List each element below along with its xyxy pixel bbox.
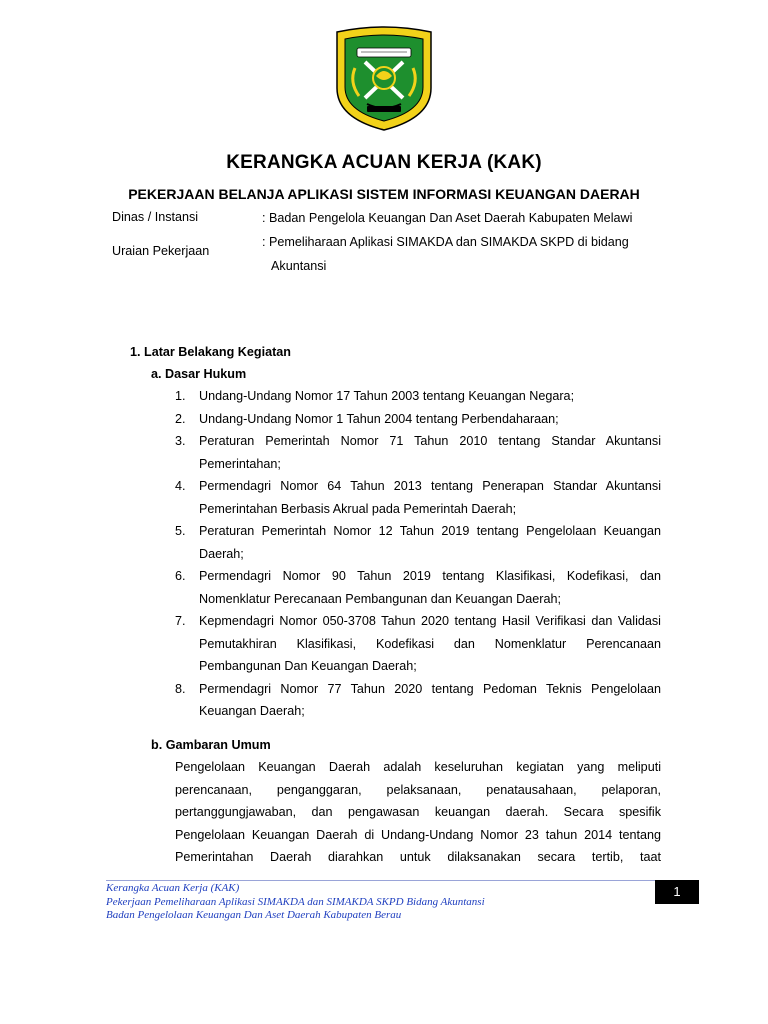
uraian-label: Uraian Pekerjaan xyxy=(112,244,210,258)
page-number: 1 xyxy=(655,880,699,904)
subsection-heading-dasar-hukum: a. Dasar Hukum xyxy=(151,367,247,381)
uraian-value-line1: : Pemeliharaan Aplikasi SIMAKDA dan SIMAKDA SKPD di bidang xyxy=(262,235,629,249)
list-item: 5. Peraturan Pemerintah Nomor 12 Tahun 2019 tentang Pengelolaan Keuangan Daerah; xyxy=(175,524,661,561)
uraian-value-line2: Akuntansi xyxy=(271,259,327,273)
dinas-label: Dinas / Instansi xyxy=(112,210,199,224)
gambaran-umum-paragraph: Pengelolaan Keuangan Daerah adalah keseluruhan kegiatan yang meliputi perencanaan, penganggaran, pelaksanaan, penatausahaan, pelaporan, pertanggungjawaban, dan pengawasan keuangan daerah. Secara spesifik Pengelolaan Keuangan Daerah di Undang-Undang Nomor 23 tahun 2014 tentang Pemerintahan Daerah diarahkan untuk dilaksanakan secara tertib, taat xyxy=(175,760,661,864)
section-heading-latar-belakang: 1. Latar Belakang Kegiatan xyxy=(130,345,291,359)
dasar-hukum-list xyxy=(175,385,661,723)
dinas-value: : Badan Pengelola Keuangan Dan Aset Daerah Kabupaten Melawi xyxy=(262,211,633,225)
list-item: 1. Undang-Undang Nomor 17 Tahun 2003 tentang Keuangan Negara; xyxy=(175,389,575,403)
subsection-heading-gambaran-umum: b. Gambaran Umum xyxy=(151,738,271,752)
footer-line-2: Pekerjaan Pemeliharaan Aplikasi SIMAKDA dan SIMAKDA SKPD Bidang Akuntansi xyxy=(106,895,485,908)
list-item: 6. Permendagri Nomor 90 Tahun 2019 tentang Klasifikasi, Kodefikasi, dan Nomenklatur Perecanaan Pembangunan dan Keuangan Daerah; xyxy=(175,569,661,606)
list-item: 8. Permendagri Nomor 77 Tahun 2020 tentang Pedoman Teknis Pengelolaan Keuangan Daerah; xyxy=(175,681,661,718)
list-item: 7. Kepmendagri Nomor 050-3708 Tahun 2020 tentang Hasil Verifikasi dan Validasi Pemutakhiran Klasifikasi, Kodefikasi dan Nomenklatur Perencanaan Pembangunan Dan Keuangan Daerah; xyxy=(175,614,661,673)
list-item: 4. Permendagri Nomor 64 Tahun 2013 tentang Penerapan Standar Akuntansi Pemerintahan Berbasis Akrual pada Pemerintah Daerah; xyxy=(175,479,661,516)
list-item: 2. Undang-Undang Nomor 1 Tahun 2004 tentang Perbendaharaan; xyxy=(175,411,559,426)
document-title: KERANGKA ACUAN KERJA (KAK) xyxy=(226,152,542,173)
uraian-value xyxy=(262,230,682,278)
list-item: 3. Peraturan Pemerintah Nomor 71 Tahun 2010 tentang Standar Akuntansi Pemerintahan; xyxy=(175,434,661,471)
document-subtitle: PEKERJAAN BELANJA APLIKASI SISTEM INFORMASI KEUANGAN DAERAH xyxy=(128,186,640,202)
footer-divider xyxy=(106,880,698,881)
coat-of-arms-logo xyxy=(331,26,437,134)
footer-line-1: Kerangka Acuan Kerja (KAK) xyxy=(106,882,240,894)
page-footer xyxy=(106,882,485,923)
footer-line-3: Badan Pengelolaan Keuangan Dan Aset Daerah Kabupaten Berau xyxy=(106,909,402,921)
